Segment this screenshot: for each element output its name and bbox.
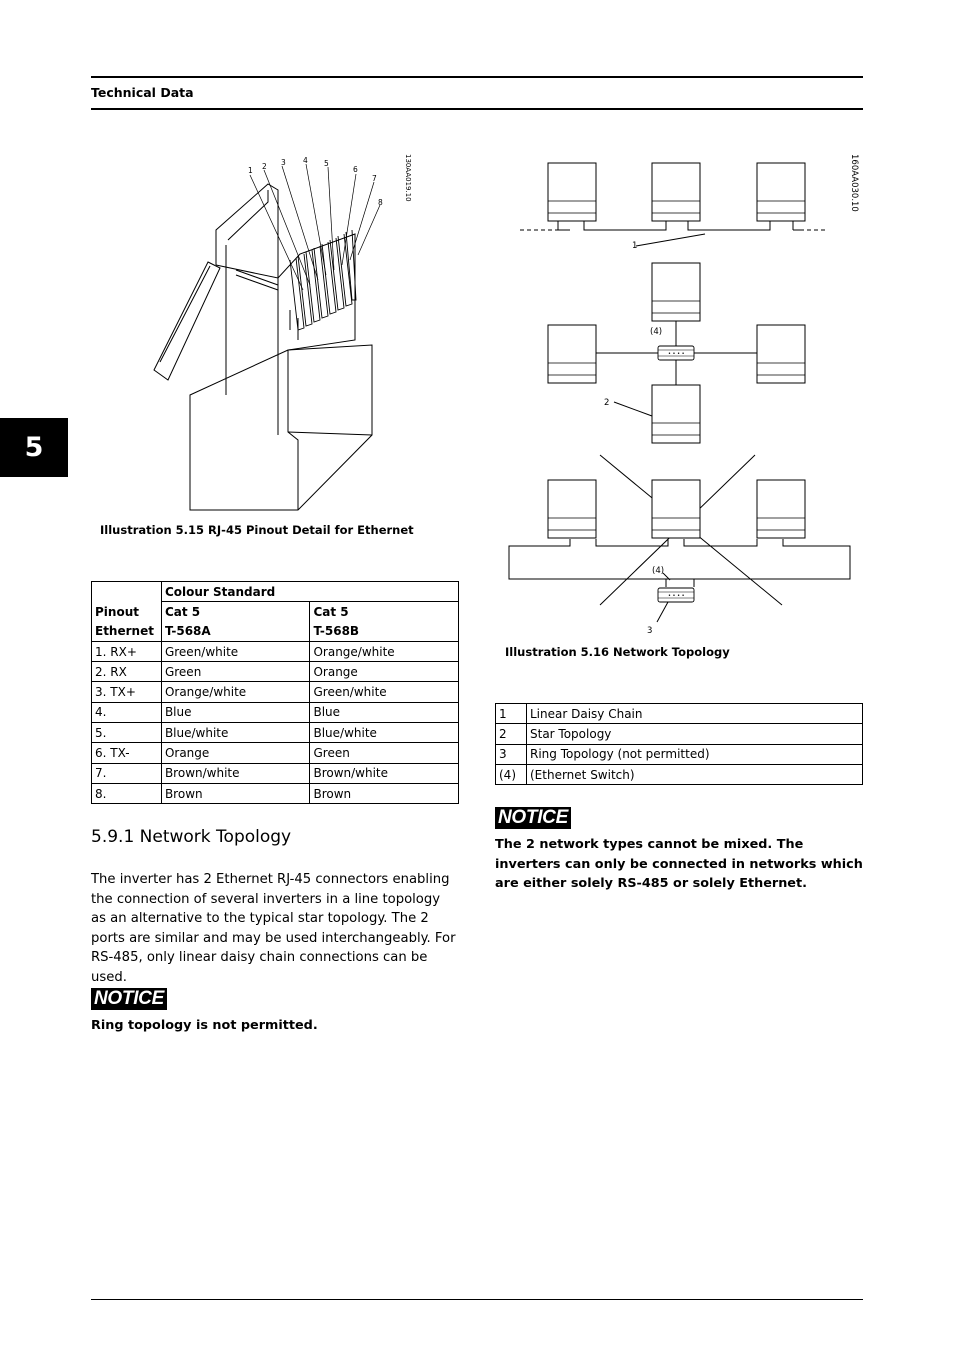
pin-label-8: 8 [378, 198, 383, 207]
notice-badge-right: NOTICE [495, 807, 571, 829]
table-row [92, 702, 459, 722]
pinout-header-t568b: T-568B [310, 622, 459, 642]
pinout-header-pinout: Pinout [92, 602, 162, 622]
legend-value: Star Topology [527, 724, 863, 744]
pin-cell: 8. [92, 783, 162, 803]
t568b-cell: Brown [310, 783, 459, 803]
t568b-cell: Green [310, 743, 459, 763]
section-body: The inverter has 2 Ethernet RJ-45 connectors enabling the connection of several inverters in a line topology as an alternative to the typical star topology. The 2 ports are similar and may be used interchangeably. For RS-485, only linear daisy chain connections can be used. [91, 872, 456, 985]
t568a-cell: Blue [161, 702, 310, 722]
t568a-cell: Green [161, 662, 310, 682]
pinout-header-colour-standard: Colour Standard [161, 582, 458, 602]
table-row [92, 682, 459, 702]
pin-label-4: 4 [303, 156, 308, 165]
t568a-cell: Orange [161, 743, 310, 763]
pin-cell: 6. TX- [92, 743, 162, 763]
legend-value: Ring Topology (not permitted) [527, 744, 863, 764]
legend-key: 3 [496, 744, 527, 764]
legend-key: 1 [496, 704, 527, 724]
table-row [92, 763, 459, 783]
section-title: 5.9.1 Network Topology [91, 827, 292, 847]
table-row [92, 743, 459, 763]
t568b-cell: Blue/white [310, 723, 459, 743]
network-topology-illustration: • • • • 1 2 3 (4) (4) 160AA030.10 [492, 148, 859, 636]
topology-caption: Illustration 5.16 Network Topology [505, 645, 730, 659]
ethernet-switch-star [658, 346, 694, 360]
t568b-cell: Blue [310, 702, 459, 722]
pinout-header-cat5-a: Cat 5 [161, 602, 310, 622]
rj45-caption: Illustration 5.15 RJ-45 Pinout Detail for Ethernet [100, 523, 414, 537]
pin-cell: 2. RX [92, 662, 162, 682]
table-row [92, 641, 459, 661]
notice-text-left: Ring topology is not permitted. [91, 1018, 318, 1033]
callout-2: 2 [604, 398, 610, 408]
pin-label-5: 5 [324, 159, 329, 168]
notice-text-right: The 2 network types cannot be mixed. The inverters can only be connected in networks which are either solely RS-485 or solely Ethernet. [495, 837, 863, 891]
pinout-table [91, 581, 459, 804]
pin-cell: 7. [92, 763, 162, 783]
daisy-chain-diagram [520, 221, 825, 246]
table-row [496, 704, 863, 724]
legend-value: Linear Daisy Chain [527, 704, 863, 724]
legend-table [495, 703, 863, 785]
t568a-cell: Green/white [161, 641, 310, 661]
callout-1: 1 [632, 241, 638, 251]
header-rule-bottom [91, 108, 863, 110]
table-row [496, 724, 863, 744]
t568a-cell: Brown [161, 783, 310, 803]
legend-key: (4) [496, 764, 527, 784]
pin-label-3: 3 [281, 158, 286, 167]
rj45-figure-code: 130AA019.10 [404, 154, 412, 202]
table-row [92, 723, 459, 743]
pin-cell: 1. RX+ [92, 641, 162, 661]
t568b-cell: Brown/white [310, 763, 459, 783]
pin-label-1: 1 [248, 166, 253, 175]
callout-3: 3 [647, 626, 653, 636]
pin-label-6: 6 [353, 165, 358, 174]
topology-figure-code: 160AA030.10 [849, 154, 859, 212]
t568a-cell: Orange/white [161, 682, 310, 702]
ethernet-switch-ring [658, 588, 694, 602]
notice-badge-left: NOTICE [91, 988, 167, 1010]
t568b-cell: Green/white [310, 682, 459, 702]
pinout-header-ethernet: Ethernet [92, 622, 162, 642]
header-rule-top [91, 76, 863, 78]
t568b-cell: Orange/white [310, 641, 459, 661]
table-row [92, 783, 459, 803]
switch-label-ring: (4) [652, 566, 665, 576]
header-title: Technical Data [91, 85, 194, 100]
table-row [496, 744, 863, 764]
pinout-header-t568a: T-568A [161, 622, 310, 642]
pin-label-7: 7 [372, 174, 377, 183]
t568a-cell: Brown/white [161, 763, 310, 783]
rj45-connector-illustration [140, 150, 470, 520]
pinout-header-blank [92, 582, 162, 602]
pinout-header-cat5-b: Cat 5 [310, 602, 459, 622]
table-row [92, 662, 459, 682]
t568b-cell: Orange [310, 662, 459, 682]
legend-value: (Ethernet Switch) [527, 764, 863, 784]
switch-label-star: (4) [650, 327, 663, 337]
legend-key: 2 [496, 724, 527, 744]
footer-rule [91, 1299, 863, 1300]
pin-cell: 4. [92, 702, 162, 722]
pin-cell: 5. [92, 723, 162, 743]
table-row [496, 764, 863, 784]
t568a-cell: Blue/white [161, 723, 310, 743]
chapter-tab: 5 [0, 418, 68, 477]
pin-cell: 3. TX+ [92, 682, 162, 702]
pin-label-2: 2 [262, 162, 267, 171]
